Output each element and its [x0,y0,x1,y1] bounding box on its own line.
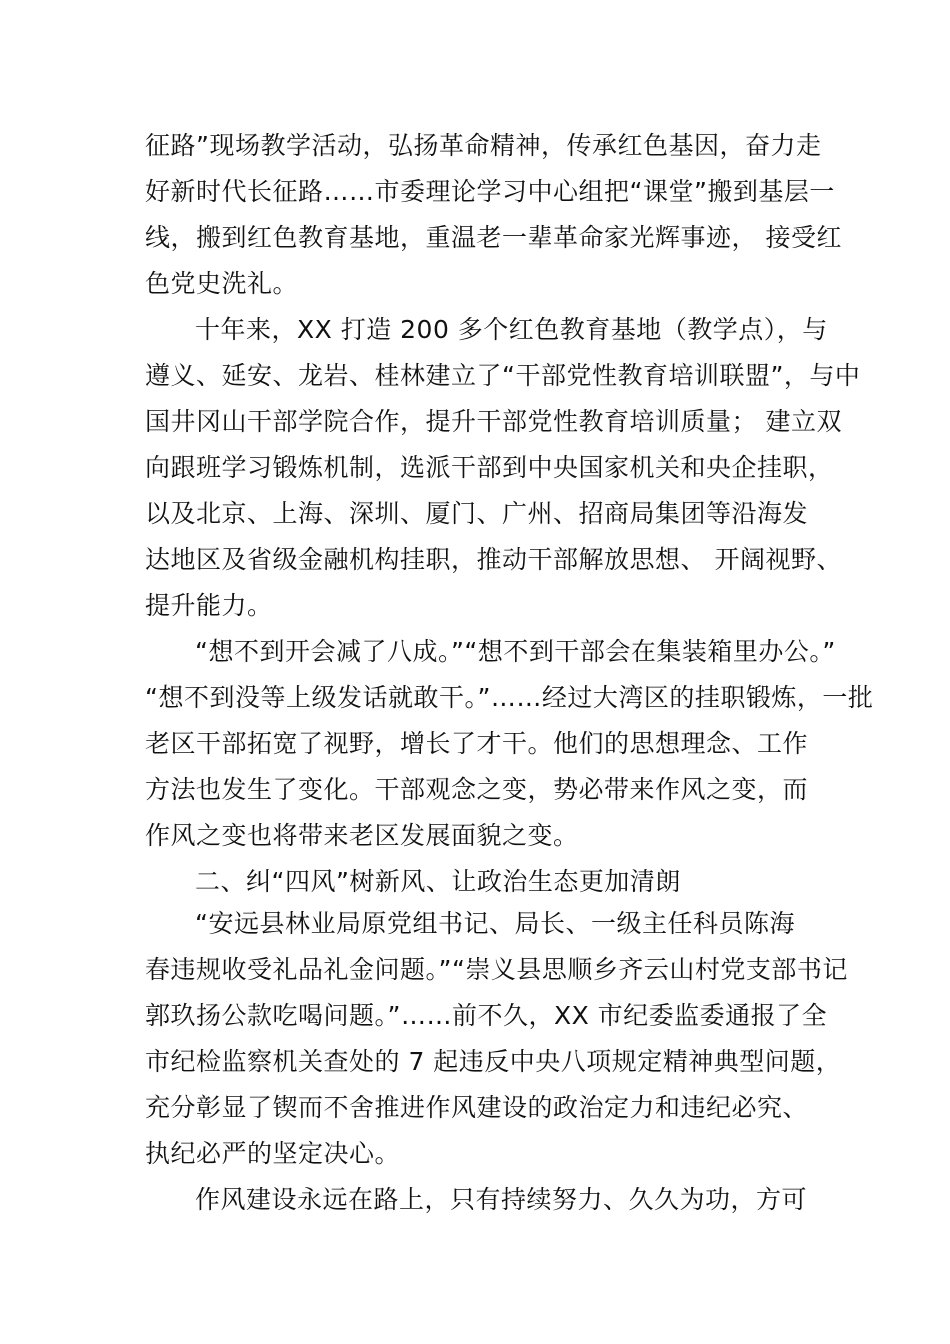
text-line: 线，搬到红色教育基地，重温老一辈革命家光辉事迹， 接受红 [145,223,842,252]
text-line: 征路”现场教学活动，弘扬革命精神，传承红色基因，奋力走 [145,131,822,160]
text-line: 向跟班学习锻炼机制，选派干部到中央国家机关和央企挂职， [145,453,834,482]
text-line: 国井冈山干部学院合作，提升干部党性教育培训质量； 建立双 [145,407,842,436]
text-line: 作风之变也将带来老区发展面貌之变。 [145,821,579,850]
text-line: “想不到没等上级发话就敢干。”……经过大湾区的挂职锻炼，一批 [145,683,874,712]
section-heading: 二、纠“四风”树新风、让政治生态更加清朗 [195,867,681,896]
text-line: 春违规收受礼品礼金问题。”“崇义县思顺乡齐云山村党支部书记 [145,955,848,984]
text-line: 以及北京、上海、深圳、厦门、广州、招商局集团等沿海发 [145,499,809,528]
text-line: 执纪必严的坚定决心。 [145,1139,401,1168]
text-line: 方法也发生了变化。干部观念之变，势必带来作风之变，而 [145,775,809,804]
text-line: 充分彰显了锲而不舍推进作风建设的政治定力和违纪必究、 [145,1093,809,1122]
text-line: 达地区及省级金融机构挂职，推动干部解放思想、 开阔视野、 [145,545,842,574]
text-line: “安远县林业局原党组书记、局长、一级主任科员陈海 [195,909,795,938]
text-line: “想不到开会减了八成。”“想不到干部会在集装箱里办公。” [195,637,836,666]
document-body [145,126,874,1226]
text-line: 色党史洗礼。 [145,269,299,298]
text-line: 老区干部拓宽了视野，增长了才干。他们的思想理念、工作 [145,729,809,758]
text-line: 十年来，XX 打造 200 多个红色教育基地（教学点），与 [195,315,828,344]
text-line: 市纪检监察机关查处的 7 起违反中央八项规定精神典型问题， [145,1047,842,1076]
text-line: 遵义、延安、龙岩、桂林建立了“干部党性教育培训联盟”，与中 [145,361,861,390]
text-line: 作风建设永远在路上，只有持续努力、久久为功，方可 [195,1185,808,1214]
text-line: 提升能力。 [145,591,273,620]
text-line: 郭玖扬公款吃喝问题。”……前不久，XX 市纪委监委通报了全 [145,1001,828,1030]
text-line: 好新时代长征路……市委理论学习中心组把“课堂”搬到基层一 [145,177,835,206]
